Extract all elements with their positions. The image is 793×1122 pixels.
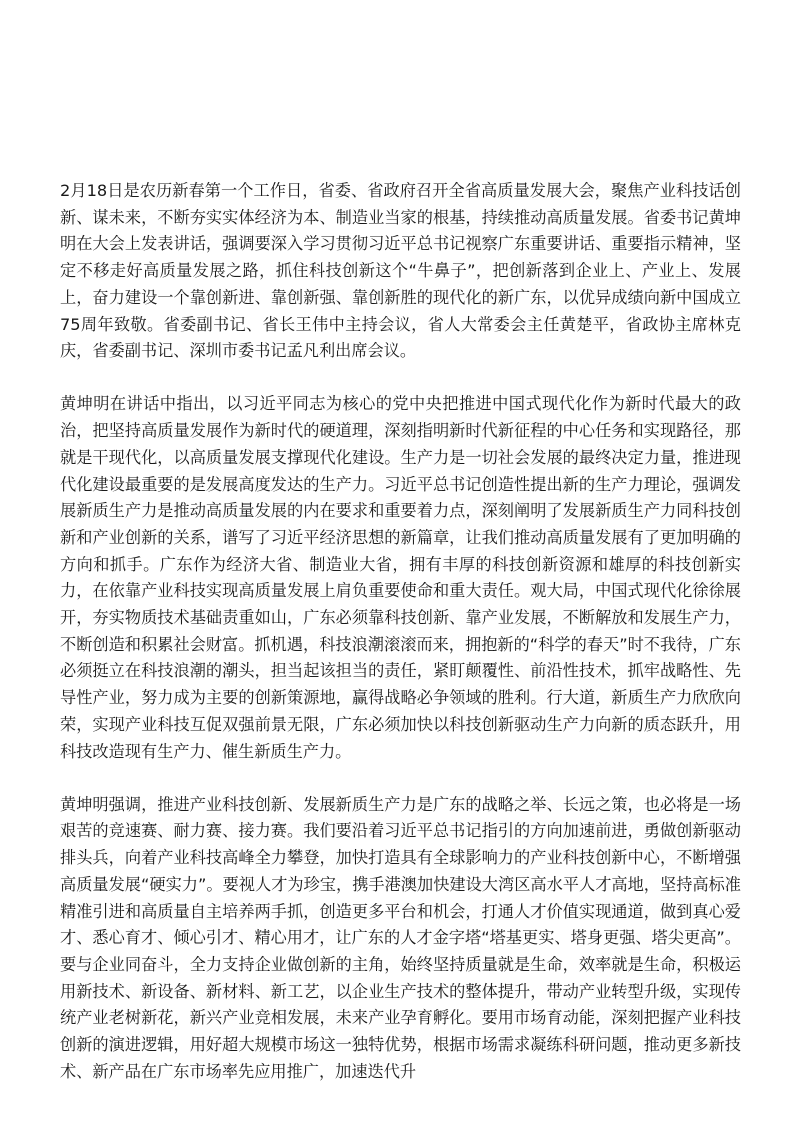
paragraph-3: 黄坤明强调，推进产业科技创新、发展新质生产力是广东的战略之举、长远之策，也必将是一场艰苦的竞速赛、耐力赛、接力赛。我们要沿着习近平总书记指引的方向加速前进，勇做创新驱动排头兵，向着产业科技高峰全力攀登，加快打造具有全球影响力的产业科技创新中心，不断增强高质量发展“硬实力”。要视人才为珍宝，携手港澳加快建设大湾区高水平人才高地，坚持高标准精准引进和高质量自主培养两手抓，创造更多平台和机会，打通人才价值实现通道，做到真心爱才、悉心育才、倾心引才、精心用才，让广东的人才金字塔“塔基更实、塔身更强、塔尖更高”。要与企业同奋斗，全力支持企业做创新的主角，始终坚持质量就是生命，效率就是生命，积极运用新技术、新设备、新材料、新工艺，以企业生产技术的整体提升，带动产业转型升级，实现传统产业老树新花，新兴产业竞相发展，未来产业孕育孵化。要用市场育动能，深刻把握产业科技创新的演进逻辑，用好超大规模市场这一独特优势，根据市场需求凝练科研问题，推动更多新技术、新产品在广东市场率先应用推广，加速迭代升 xyxy=(60,794,741,1081)
article-body xyxy=(60,178,741,1086)
paragraph-2: 黄坤明在讲话中指出，以习近平同志为核心的党中央把推进中国式现代化作为新时代最大的政治，把坚持高质量发展作为新时代的硬道理，深刻指明新时代新征程的中心任务和实现路径，那就是干现代化，以高质量发展支撑现代化建设。生产力是一切社会发展的最终决定力量，推进现代化建设最重要的是发展高度发达的生产力。习近平总书记创造性提出新的生产力理论，强调发展新质生产力是推动高质量发展的内在要求和重要着力点，深刻阐明了发展新质生产力同科技创新和产业创新的关系，谱写了习近平经济思想的新篇章，让我们推动高质量发展有了更加明确的方向和抓手。广东作为经济大省、制造业大省，拥有丰厚的科技创新资源和雄厚的科技创新实力，在依靠产业科技实现高质量发展上肩负重要使命和重大责任。观大局，中国式现代化徐徐展开，夯实物质技术基础责重如山，广东必须靠科技创新、靠产业发展，不断解放和发展生产力，不断创造和积累社会财富。抓机遇，科技浪潮滚滚而来，拥抱新的“科学的春天”时不我待，广东必须挺立在科技浪潮的潮头，担当起该担当的责任，紧盯颠覆性、前沿性技术，抓牢战略性、先导性产业，努力成为主要的创新策源地，赢得战略必争领域的胜利。行大道，新质生产力欣欣向荣，实现产业科技互促双强前景无限，广东必须加快以科技创新驱动生产力向新的质态跃升，用科技改造现有生产力、催生新质生产力。 xyxy=(60,394,741,761)
paragraph-1: 2月18日是农历新春第一个工作日，省委、省政府召开全省高质量发展大会，聚焦产业科技话创新、谋未来，不断夯实实体经济为本、制造业当家的根基，持续推动高质量发展。省委书记黄坤明在大会上发表讲话，强调要深入学习贯彻习近平总书记视察广东重要讲话、重要指示精神，坚定不移走好高质量发展之路，抓住科技创新这个“牛鼻子”，把创新落到企业上、产业上、发展上，奋力建设一个靠创新进、靠创新强、靠创新胜的现代化的新广东，以优异成绩向新中国成立75周年致敬。省委副书记、省长王伟中主持会议，省人大常委会主任黄楚平，省政协主席林克庆，省委副书记、深圳市委书记孟凡利出席会议。 xyxy=(60,181,741,361)
